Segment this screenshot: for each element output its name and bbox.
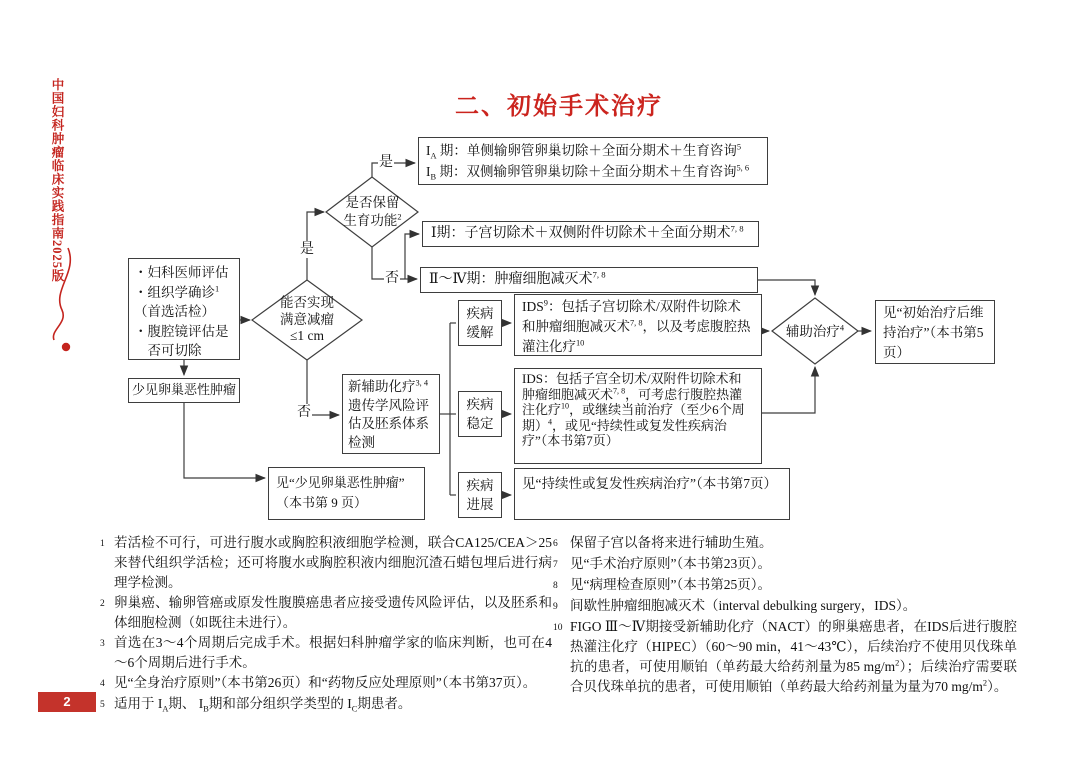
- footnote-number: 6: [553, 539, 558, 549]
- footnote-number: 9: [553, 602, 558, 612]
- footnote-text: 保留子宫以备将来进行辅助生殖。: [570, 535, 773, 550]
- footnote-text: 间歇性肿瘤细胞减灭术（interval debulking surgery，IDS）。: [570, 598, 917, 613]
- footnote-text: 首选在3～4个周期后完成手术。根据妇科肿瘤学家的临床判断，也可在4～6个周期后进行手术。: [114, 635, 552, 670]
- footnote-6: [553, 533, 1017, 554]
- footnote-9: [553, 596, 1017, 617]
- footnote-3: [100, 633, 552, 673]
- footnote-5: [100, 694, 552, 715]
- footnote-4: [100, 673, 552, 694]
- decision-adjuvant-label: 辅助治疗$^4$: [785, 323, 845, 339]
- page-title: 二、初始手术治疗: [455, 93, 663, 120]
- footnote-1: [100, 533, 552, 593]
- footnote-text: FIGO Ⅲ～Ⅳ期接受新辅助化疗（NACT）的卵巢癌患者，在IDS后进行腹腔热灌注化疗（HIPEC）（60～90 min，41～43℃），后续治疗不使用贝伐珠单抗的患者，可使用顺铂（单药最大给药剂量为85 $mg/m^2$）；后续治疗需要联合贝伐珠单抗的患者，可使用顺铂（单药最大给药剂量为量为70 $mg/m^2$）。: [570, 619, 1017, 694]
- footnote-number: 1: [100, 539, 105, 549]
- footnotes-right-column: [553, 533, 1017, 697]
- branch-label-yes-debulk: 是: [300, 242, 314, 257]
- footnote-number: 4: [100, 679, 105, 689]
- page-number-badge: 2: [38, 692, 96, 712]
- footnote-text: 见“病理检查原则”（本书第25页）。: [570, 577, 771, 592]
- footnote-number: 3: [100, 639, 105, 649]
- node-rare-ovarian-tumor: 少见卵巢恶性肿瘤: [128, 378, 240, 403]
- node-disease-stable: 疾病 稳定: [458, 391, 502, 437]
- decision-debulking-label: 能否实现 满意减瘤 ≤1 cm: [280, 295, 334, 343]
- footnote-text: 见“全身治疗原则”（本书第26页）和“药物反应处理原则”（本书第37页）。: [114, 675, 537, 690]
- footnote-text: 卵巢癌、输卵管癌或原发性腹膜癌患者应接受遗传风险评估，以及胚系和体细胞检测（如既往未进行）。: [114, 595, 552, 630]
- node-see-rare-tumor-ref: 见“少见卵巢恶性肿瘤” （本书第 9 页）: [268, 467, 425, 520]
- footnote-number: 2: [100, 599, 105, 609]
- footnote-10: [553, 617, 1017, 697]
- footnote-number: 10: [553, 623, 563, 633]
- node-stage-ii-iv-surgery: Ⅱ～Ⅳ期：肿瘤细胞减灭术$^{7, 8}$: [420, 267, 758, 293]
- node-neoadjuvant-chemo: 新辅助化疗$^{3, 4}$遗传学风险评估及胚系体系检测: [342, 374, 440, 454]
- node-ids-after-remission: IDS$^9$：包括子宫切除术/双附件切除术和肿瘤细胞减灭术$^{7, 8}$，以及考虑腹腔热灌注化疗$^{10}$: [514, 294, 762, 356]
- footnotes-left-column: [100, 533, 552, 715]
- footnote-number: 5: [100, 700, 105, 710]
- branch-label-no-debulk: 否: [297, 405, 311, 420]
- branch-label-yes-fertility: 是: [379, 155, 393, 170]
- node-initial-assessment: ・妇科医师评估 ・组织学确诊$^1$ （首选活检） ・腹腔镜评估是 否可切除: [128, 258, 240, 360]
- node-see-persistent-recurrent-ref: 见“持续性或复发性疾病治疗”（本书第7页）: [514, 468, 790, 520]
- footnote-7: [553, 554, 1017, 575]
- decision-fertility-label: 是否保留 生育功能$^2$: [343, 195, 402, 228]
- footnote-number: 7: [553, 560, 558, 570]
- footnote-number: 8: [553, 581, 558, 591]
- footnote-2: [100, 593, 552, 633]
- footnote-text: 若活检不可行，可进行腹水或胸腔积液细胞学检测，联合CA125/CEA＞25来替代组织学活检；还可将腹水或胸腔积液内细胞沉渣石蜡包埋后进行病理学检测。: [114, 535, 552, 590]
- edition-vertical-title: 中国妇科肿瘤临床实践指南2025版: [50, 78, 64, 283]
- node-stage-ia-ib-surgery: $I_A$ 期：单侧输卵管卵巢切除＋全面分期术＋生育咨询$^5$ $I_B$ 期：双侧输卵管卵巢切除＋全面分期术＋生育咨询$^{5, 6}$: [418, 137, 768, 185]
- node-disease-remission: 疾病 缓解: [458, 300, 502, 346]
- footnote-8: [553, 575, 1017, 596]
- node-stage-i-surgery: Ⅰ期：子宫切除术＋双侧附件切除术＋全面分期术$^{7, 8}$: [422, 221, 759, 247]
- footnote-text: 适用于 $I_A$期、 $I_B$期和部分组织学类型的 $I_C$期患者。: [114, 696, 412, 714]
- node-ids-after-stable: IDS：包括子宫全切术/双附件切除术和肿瘤细胞减灭术$^{7, 8}$，可考虑行腹腔热灌注化疗$^{10}$，或继续当前治疗（至少6个周期）$^4$，或见“持续性或复发性疾病治疗”（本书第7页）: [514, 368, 762, 464]
- branch-label-no-fertility: 否: [385, 271, 399, 286]
- footnote-text: 见“手术治疗原则”（本书第23页）。: [570, 556, 771, 571]
- node-see-maintenance-ref: 见“初始治疗后维持治疗”（本书第5页）: [875, 300, 995, 364]
- node-disease-progression: 疾病 进展: [458, 472, 502, 518]
